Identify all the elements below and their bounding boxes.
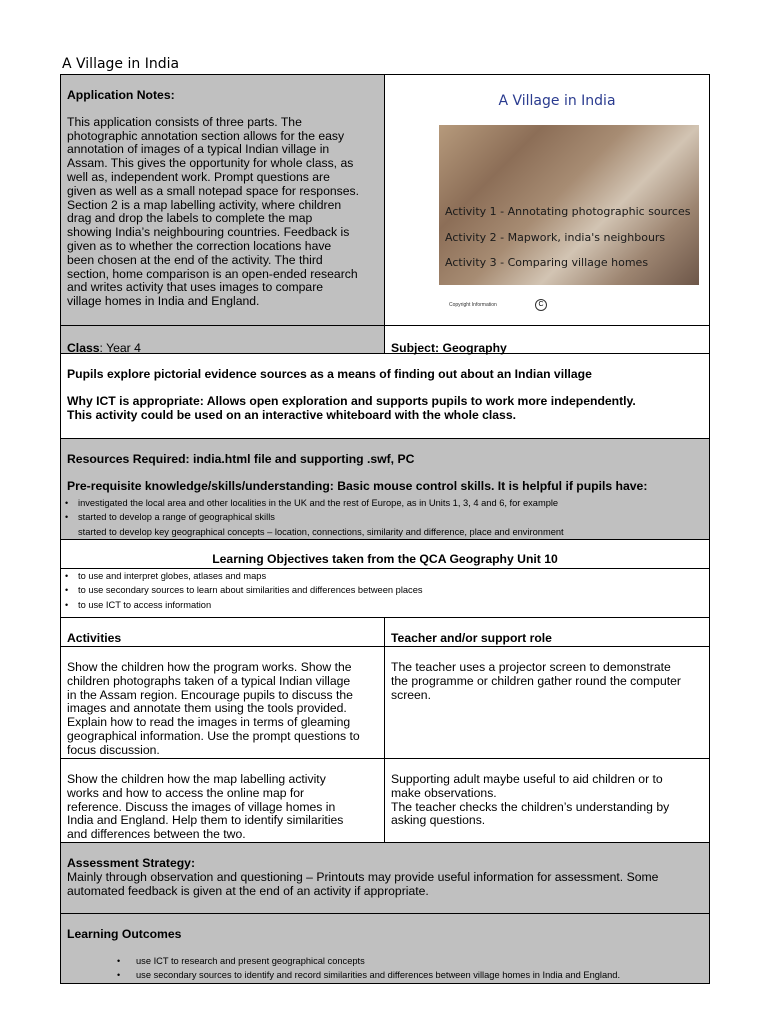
document-title: A Village in India (62, 56, 180, 72)
list-item: started to develop key geographical concepts – location, connections, similarity and difference, place and environment (78, 526, 564, 537)
copyright-text: Copyright Information (449, 302, 497, 308)
assessment-text: Assessment Strategy: Mainly through observation and questioning – Printouts may provide useful information for assessment. Some automated feedback is given at the end of an activity if appropriate. (67, 857, 707, 898)
outcomes-heading: Learning Outcomes (67, 927, 182, 941)
list-item: • use ICT to research and present geographical concepts (112, 954, 708, 968)
list-item: • use secondary sources to identify and record similarities and differences between village homes in India and England. (112, 968, 708, 982)
application-notes-text: This application consists of three parts. The photographic annotation section allows for the easy annotation of images of a typical Indian village in Assam. This gives the opportunity for whole class, as well as, independent work. Prompt questions are given as well as a small notepad space for responses. Section 2 is a map labelling activity, where children drag and drop the labels to complete the map showing India’s neighbouring countries. Feedback is given as to whether the correction locations have been chosen at the end of the activity. The third section, home comparison is an open-ended research and writes activity that uses images to compare village homes in India and England. (67, 114, 359, 309)
pupils-line: Pupils explore pictorial evidence sources as a means of finding out about an Indian village (67, 367, 592, 381)
objectives-heading: Learning Objectives taken from the QCA Geography Unit 10 (212, 552, 558, 566)
application-notes-heading: Application Notes: (67, 88, 175, 102)
prerequisite-line: Pre-requisite knowledge/skills/understanding: Basic mouse control skills. It is helpful if pupils have: (67, 478, 648, 493)
list-item: • investigated the local area and other localities in the UK and the rest of Europe, as in Units 1, 3, 4 and 6, for example (60, 496, 708, 510)
poster-activity-1: Activity 1 - Annotating photographic sources (445, 205, 691, 218)
copyright-icon: C (535, 299, 547, 311)
list-item: • to use and interpret globes, atlases and maps (60, 569, 708, 583)
subject-label: Subject: Geography (391, 341, 507, 355)
list-item: • to use ICT to access information (60, 598, 708, 612)
list-item: • to use secondary sources to learn about similarities and differences between places (60, 583, 708, 597)
resources-line: Resources Required: india.html file and supporting .swf, PC (67, 452, 415, 466)
activity-text-2: Show the children how the map labelling activity works and how to access the online map for reference. Discuss the images of village homes in India and England. Help them to identify similarities and differences between the two. (67, 772, 344, 842)
activities-heading: Activities (67, 631, 122, 645)
role-text-1: The teacher uses a projector screen to demonstrate the programme or children gather round the computer screen. (391, 660, 681, 702)
assessment-heading: Assessment Strategy: (67, 856, 196, 870)
poster-activity-3: Activity 3 - Comparing village homes (445, 256, 649, 269)
teacher-role-heading: Teacher and/or support role (391, 631, 552, 645)
activity-text-1: Show the children how the program works. Show the children photographs taken of a typical Indian village in the Assam region. Encourage pupils to discuss the images and annotate them using the tools provided. Explain how to read the images in terms of gleaming geographical information. Use the prompt questions to focus discussion. (67, 660, 360, 757)
why-ict-line-2: This activity could be used on an interactive whiteboard with the whole class. (67, 407, 517, 422)
class-value: : Year 4 (99, 341, 141, 355)
poster-activity-2: Activity 2 - Mapwork, india's neighbours (445, 231, 666, 244)
poster-title: A Village in India (498, 93, 616, 109)
table-frame (60, 74, 710, 984)
role-text-2: Supporting adult maybe useful to aid children or to make observations. The teacher checks the children’s understanding by asking questions. (391, 772, 670, 828)
class-label: Class (67, 341, 100, 355)
list-item: • started to develop a range of geographical skills (60, 510, 708, 524)
why-ict: Why ICT is appropriate: Allows open exploration and supports pupils to work more independently. (67, 393, 636, 408)
